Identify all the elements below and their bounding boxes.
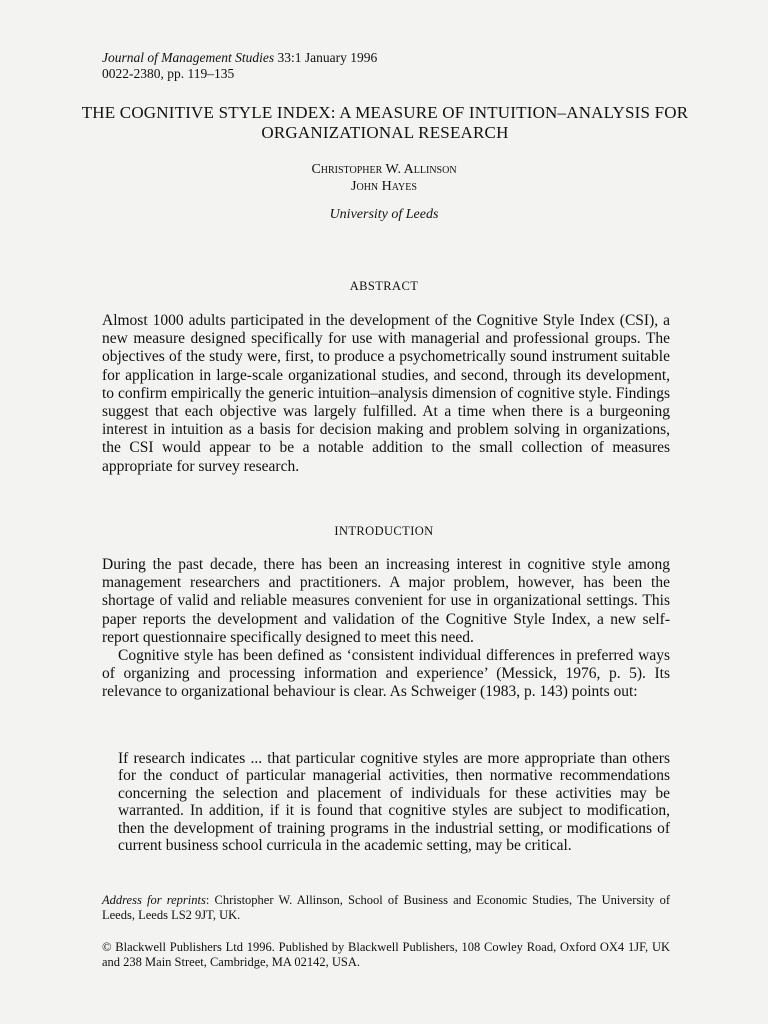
- journal-issn-pages: 0022-2380, pp. 119–135: [102, 66, 235, 81]
- journal-citation-line: [102, 50, 377, 66]
- author-list: [0, 161, 768, 195]
- article-title: THE COGNITIVE STYLE INDEX: A MEASURE OF INTUITION–ANALYSIS FOR ORGANIZATIONAL RESEARCH: [81, 103, 689, 142]
- author-name: John Hayes: [351, 179, 417, 194]
- journal-header: [102, 50, 377, 82]
- reprints-label: Address for reprints: [102, 893, 206, 907]
- journal-issue: 33:1 January 1996: [277, 50, 378, 65]
- abstract-body: [102, 312, 670, 476]
- reprints-address-footnote: [102, 893, 670, 923]
- block-quote: If research indicates ... that particular cognitive styles are more appropriate than others for the conduct of particular managerial activities, then normative recommendations concerning the selection and placement of individuals for these activities may be warranted. In addition, if it is found that cognitive styles are subject to modification, then the development of training programs in the industrial setting, or modifications of current business school curricula in the academic setting, may be critical.: [118, 750, 670, 855]
- copyright-footnote: © Blackwell Publishers Ltd 1996. Published by Blackwell Publishers, 108 Cowley Road, Oxford OX4 1JF, UK and 238 Main Street, Cambridge, MA 02142, USA.: [102, 940, 670, 969]
- introduction-paragraph-1: During the past decade, there has been an increasing interest in cognitive style among management researchers and practitioners. A major problem, however, has been the shortage of valid and reliable measures convenient for use in organizational settings. This paper reports the development and validation of the Cognitive Style Index, a new self-report questionnaire specifically designed to meet this need.: [102, 556, 670, 646]
- author-affiliation: University of Leeds: [329, 207, 439, 222]
- abstract-heading: ABSTRACT: [349, 279, 419, 293]
- reprints-address: : Christopher W. Allinson, School of Business and Economic Studies, The University of Leeds, Leeds LS2 9JT, UK.: [102, 893, 670, 922]
- journal-name: Journal of Management Studies: [102, 50, 275, 65]
- introduction-body: [102, 556, 670, 702]
- introduction-heading: INTRODUCTION: [334, 524, 434, 538]
- introduction-paragraph-2: Cognitive style has been defined as ‘consistent individual differences in preferred ways of organizing and processing information and experience’ (Messick, 1976, p. 5). Its relevance to organizational behaviour is clear. As Schweiger (1983, p. 143) points out:: [102, 647, 670, 701]
- author-name: Christopher W. Allinson: [311, 162, 457, 177]
- abstract-paragraph: Almost 1000 adults participated in the development of the Cognitive Style Index (CSI), a new measure designed specifically for use with managerial and professional groups. The objectives of the study were, first, to produce a psychometrically sound instrument suitable for application in large-scale organizational studies, and second, through its development, to confirm empirically the generic intuition–analysis dimension of cognitive style. Findings suggest that each objective was largely fulfilled. At a time when there is a burgeoning interest in intuition as a basis for decision making and problem solving in organizations, the CSI would appear to be a notable addition to the small collection of measures appropriate for survey research.: [102, 312, 670, 475]
